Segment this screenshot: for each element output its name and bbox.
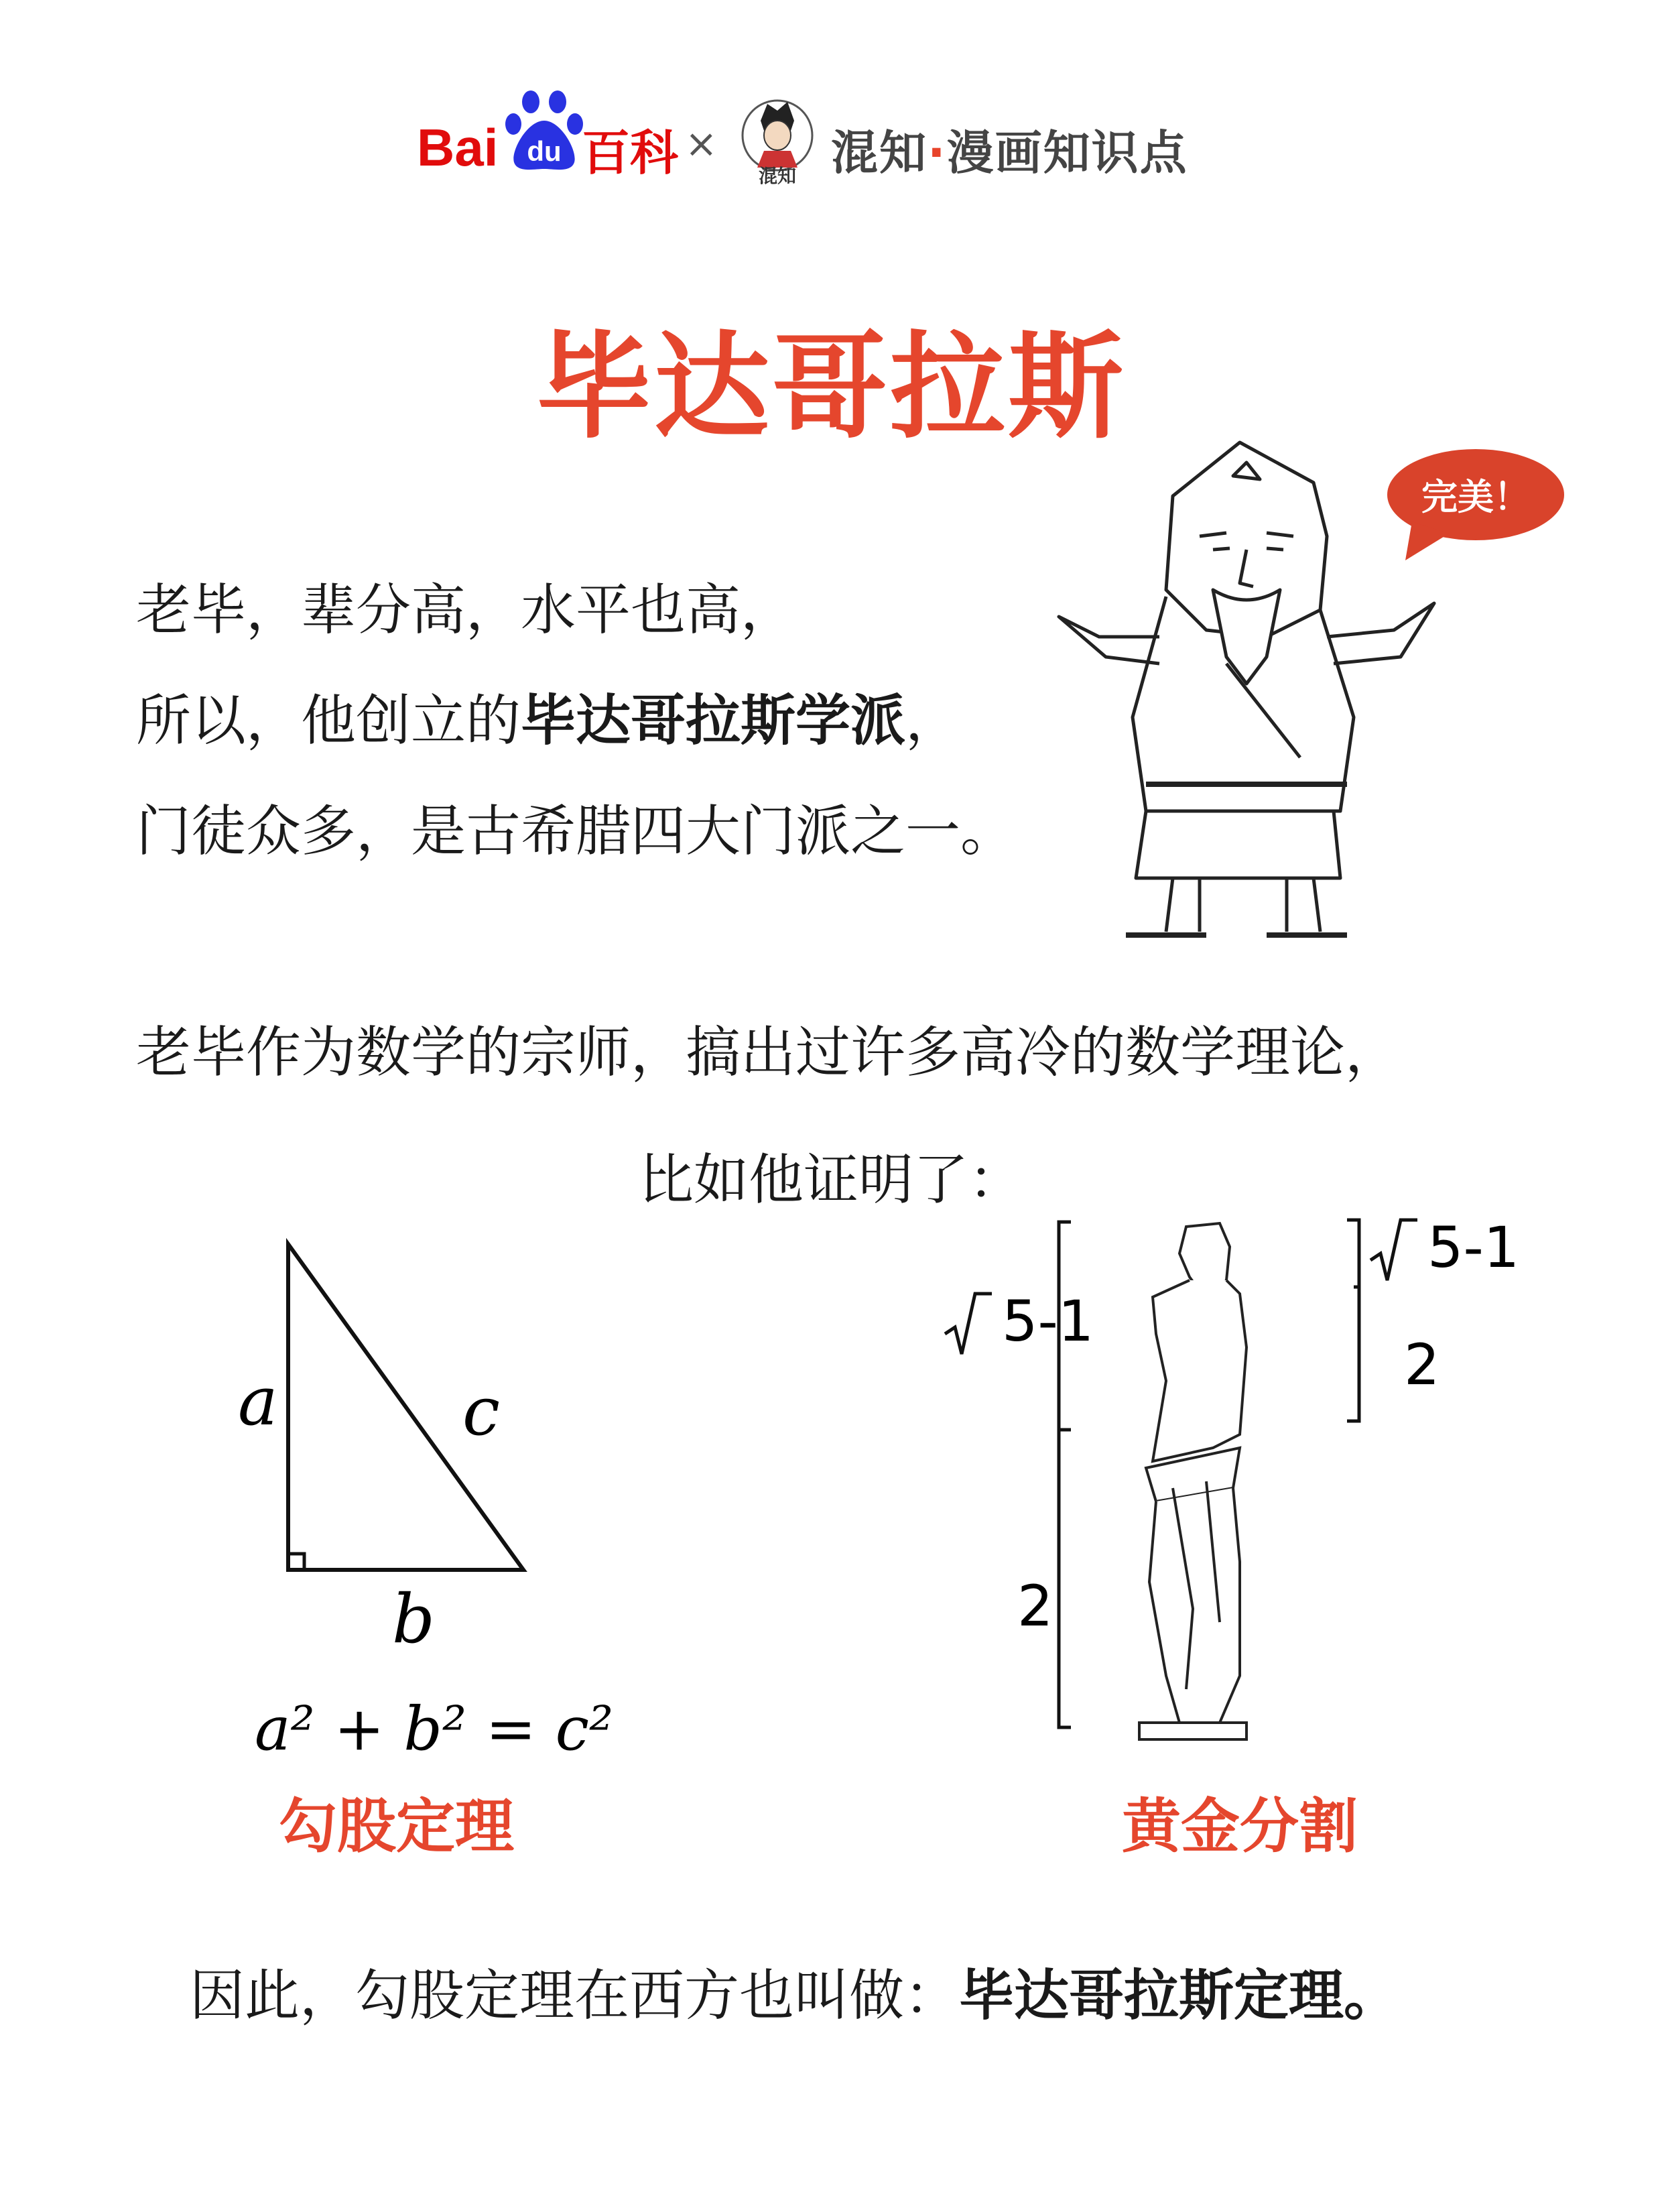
brand-dot: · — [928, 125, 947, 180]
venus-statue-drawing — [1139, 1223, 1246, 1739]
intro-line-2-pre: 所以，他创立的 — [136, 689, 521, 753]
intro-line-2-post: ， — [905, 689, 961, 753]
hunzhi-avatar-logo — [737, 94, 818, 188]
collab-times: × — [685, 121, 718, 166]
side-b-label: b — [392, 1580, 436, 1658]
pythagorean-formula: a² + b² = c² — [255, 1694, 614, 1764]
body-line-1: 老毕作为数学的宗师，搞出过许多高冷的数学理论， — [136, 1021, 1401, 1085]
body-line-2: 比如他证明了： — [638, 1148, 1023, 1212]
page-title: 毕达哥拉斯 — [536, 320, 1126, 454]
baidu-paw-icon — [504, 87, 584, 174]
baidu-du-text: du — [527, 135, 562, 167]
conclusion-pre: 因此，勾股定理在西方也叫做： — [190, 1964, 960, 2028]
side-c-label: c — [462, 1372, 501, 1451]
side-a-label: a — [238, 1362, 278, 1440]
golden-ratio-diagram — [925, 1207, 1541, 1763]
left-bottom-label: 2 — [1017, 1573, 1053, 1639]
golden-ratio-label: 黄金分割 — [1121, 1792, 1358, 1861]
intro-line-2 — [136, 689, 961, 753]
bubble-text: 完美！ — [1421, 476, 1530, 518]
right-numerator-label: 5-1 — [1427, 1215, 1520, 1280]
intro-line-1: 老毕，辈分高，水平也高， — [136, 578, 796, 642]
school-name: 毕达哥拉斯学派 — [521, 689, 906, 753]
conclusion-theorem-name: 毕达哥拉斯定理。 — [959, 1964, 1399, 2028]
intro-line-3: 门徒众多，是古希腊四大门派之一。 — [136, 800, 1016, 863]
left-top-label: 5-1 — [1002, 1288, 1094, 1354]
avatar-text: 混知 — [758, 165, 797, 187]
speech-bubble — [1385, 448, 1566, 562]
right-denominator-label: 2 — [1404, 1332, 1440, 1398]
brand-title — [831, 115, 1188, 183]
right-triangle-diagram — [201, 1220, 617, 1770]
conclusion-line — [190, 1964, 1399, 2028]
pythagoras-label: 勾股定理 — [277, 1792, 514, 1861]
brand-subtitle: 漫画知识点 — [946, 125, 1188, 180]
brand-name: 混知 — [831, 125, 928, 180]
baidu-logo-text: Bai — [417, 118, 499, 177]
baike-text: 百科 — [582, 125, 679, 181]
